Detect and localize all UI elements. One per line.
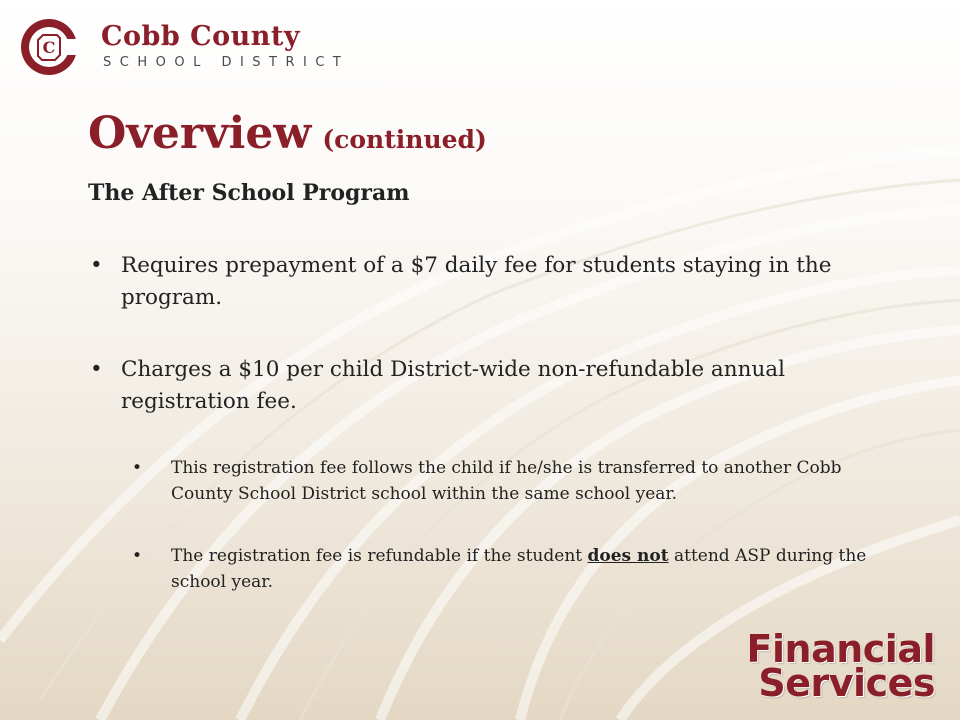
slide-title <box>88 108 487 159</box>
title-suffix: (continued) <box>322 125 487 154</box>
financial-services-logo <box>746 627 935 705</box>
logo-emblem-letter: C <box>42 38 56 57</box>
district-logo <box>19 17 350 77</box>
sub-bullet-refund-text: The registration fee is refundable if the student <box>171 546 588 566</box>
logo-name: Cobb County <box>101 21 301 52</box>
logo-emblem-icon <box>19 17 79 77</box>
sub-bullet-transfer: • This registration fee follows the child if he/she is transferred to another Cobb County School District school within the same school year. <box>171 455 871 507</box>
footer-line-2: Services <box>758 661 935 705</box>
sub-bullet-refund-emphasis: does not <box>587 546 669 566</box>
sub-bullet-refund-text-end: attend ASP during the school year. <box>171 546 867 592</box>
footer-line-1: Financial <box>746 627 935 671</box>
sub-bullet-refund <box>171 543 871 595</box>
logo-subtitle: SCHOOL DISTRICT <box>103 55 350 70</box>
slide-subtitle: The After School Program <box>88 180 410 206</box>
title-main: Overview <box>88 108 312 159</box>
bullet-prepayment: • Requires prepayment of a $7 daily fee for students staying in the program. <box>121 250 841 314</box>
bullet-registration-fee: • Charges a $10 per child District-wide non-refundable annual registration fee. <box>121 354 841 418</box>
